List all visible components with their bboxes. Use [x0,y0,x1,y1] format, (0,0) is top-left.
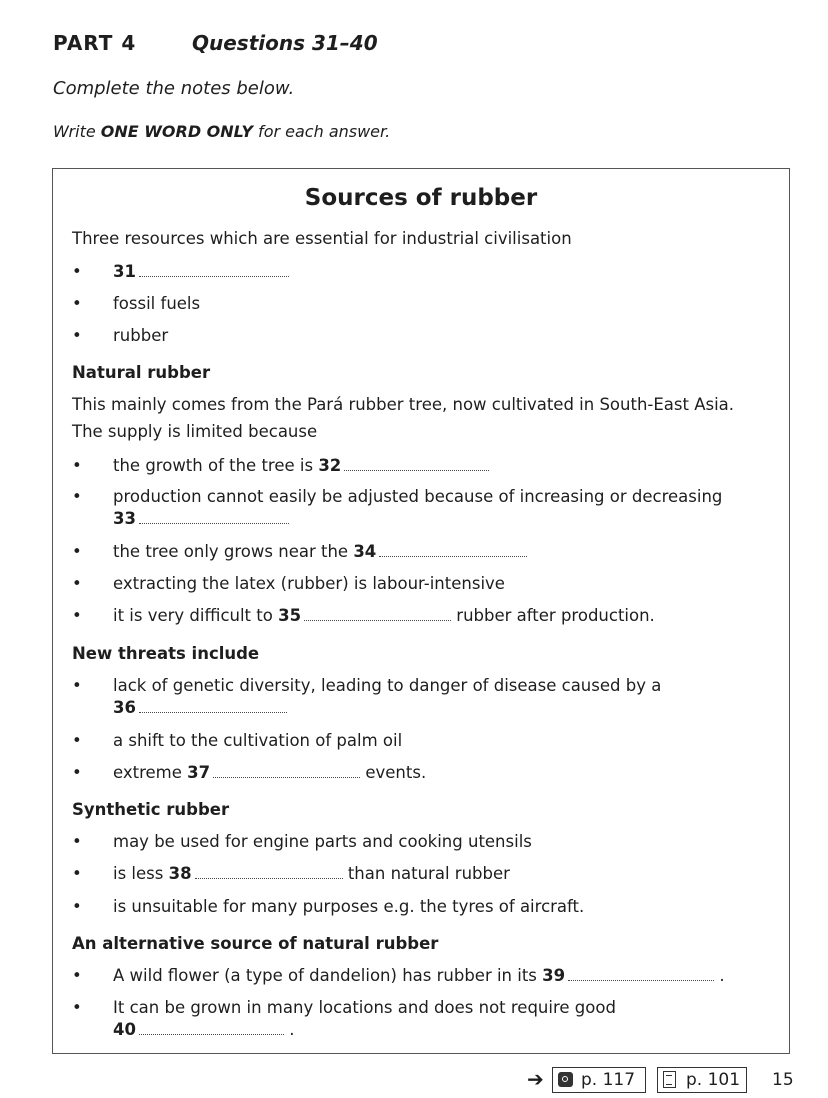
instruction-complete: Complete the notes below. [53,78,295,99]
section-heading-natural: Natural rubber [72,363,211,382]
part-label: PART 4 [53,31,137,55]
instruction-word-limit: Write ONE WORD ONLY for each answer. [53,122,391,141]
natural-text-1: This mainly comes from the Pará rubber tree, now cultivated in South-East Asia. [72,395,735,414]
arrow-right-icon: ➔ [527,1067,544,1091]
bullet-icon: • [72,966,82,985]
bullet-icon: • [72,487,82,506]
document-icon [663,1071,676,1088]
question-number: 31 [113,262,136,281]
reference-page-1: p. 117 [581,1070,636,1090]
notes-box: Sources of rubber Three resources which are essential for industrial civilisation • 31 • fossil fuels • rubber Natural rubber This mainly comes from the Pará rubber tree, now cultivated in South-East Asia. The supply is limited because • the growth of the tree is 32 • production cannot easily be adjusted because of increasing or decreasing 33 • the tree only grows near the 34 • extracting the latex (rubber) is labour-intensive • it is very difficult to 35 rubber after production. New threats include • lack of genetic diversity, leading to danger of disease caused by a 36 • a shift to the cultivation of palm oil • extreme 37 events. Synthetic rubber • may be used for engine parts and cooking utensils • is less 38 than natural rubber • is unsuitable for many purposes e.g. the tyres of aircraft. An alternative source of natural rubber • A wild flower (a type of dandelion) has rubber in its 39 . • It can be grown in many locations and does not require good 40 . [52,168,790,1054]
answer-gap-37[interactable] [213,763,360,778]
natural-text-2: The supply is limited because [72,422,318,441]
reference-box-1[interactable] [552,1067,646,1093]
bullet-icon: • [72,294,82,313]
question-number: 32 [318,456,342,475]
page-number: 15 [772,1070,794,1090]
bullet-icon: • [72,676,82,695]
bullet-icon: • [72,542,82,561]
word-limit-emphasis: ONE WORD ONLY [100,122,253,141]
bullet-icon: • [72,763,82,782]
bullet-icon: • [72,456,82,475]
notes-title: Sources of rubber [304,185,538,211]
bullet-icon: • [72,998,82,1017]
questions-range: Questions 31–40 [192,31,378,55]
answer-gap-36[interactable] [139,698,287,713]
question-number: 39 [542,966,566,985]
bullet-icon: • [72,731,82,750]
question-number: 38 [168,864,192,883]
reference-box-2[interactable] [657,1067,747,1093]
section-heading-alternative: An alternative source of natural rubber [72,934,439,953]
question-number: 35 [278,606,302,625]
section-heading-threats: New threats include [72,644,260,663]
bullet-icon: • [72,326,82,345]
bullet-icon: • [72,832,82,851]
bullet-icon: • [72,574,82,593]
section-heading-synthetic: Synthetic rubber [72,800,230,819]
intro-text: Three resources which are essential for industrial civilisation [72,229,572,248]
answer-gap-31[interactable] [139,262,289,277]
question-number: 40 [113,1020,136,1039]
bullet-icon: • [72,606,82,625]
answer-gap-32[interactable] [344,456,489,471]
part-heading [53,31,378,55]
answer-gap-35[interactable] [304,606,451,621]
reference-page-2: p. 101 [686,1070,741,1090]
answer-gap-39[interactable] [568,966,714,981]
question-number: 37 [187,763,211,782]
answer-gap-40[interactable] [139,1020,284,1035]
question-number: 33 [113,509,136,528]
bullet-icon: • [72,262,82,281]
question-number: 36 [113,698,136,717]
bullet-icon: • [72,897,82,916]
question-number: 34 [353,542,377,561]
lens-icon [558,1072,573,1087]
answer-gap-38[interactable] [195,864,343,879]
bullet-icon: • [72,864,82,883]
answer-gap-34[interactable] [379,542,527,557]
answer-gap-33[interactable] [139,509,289,524]
